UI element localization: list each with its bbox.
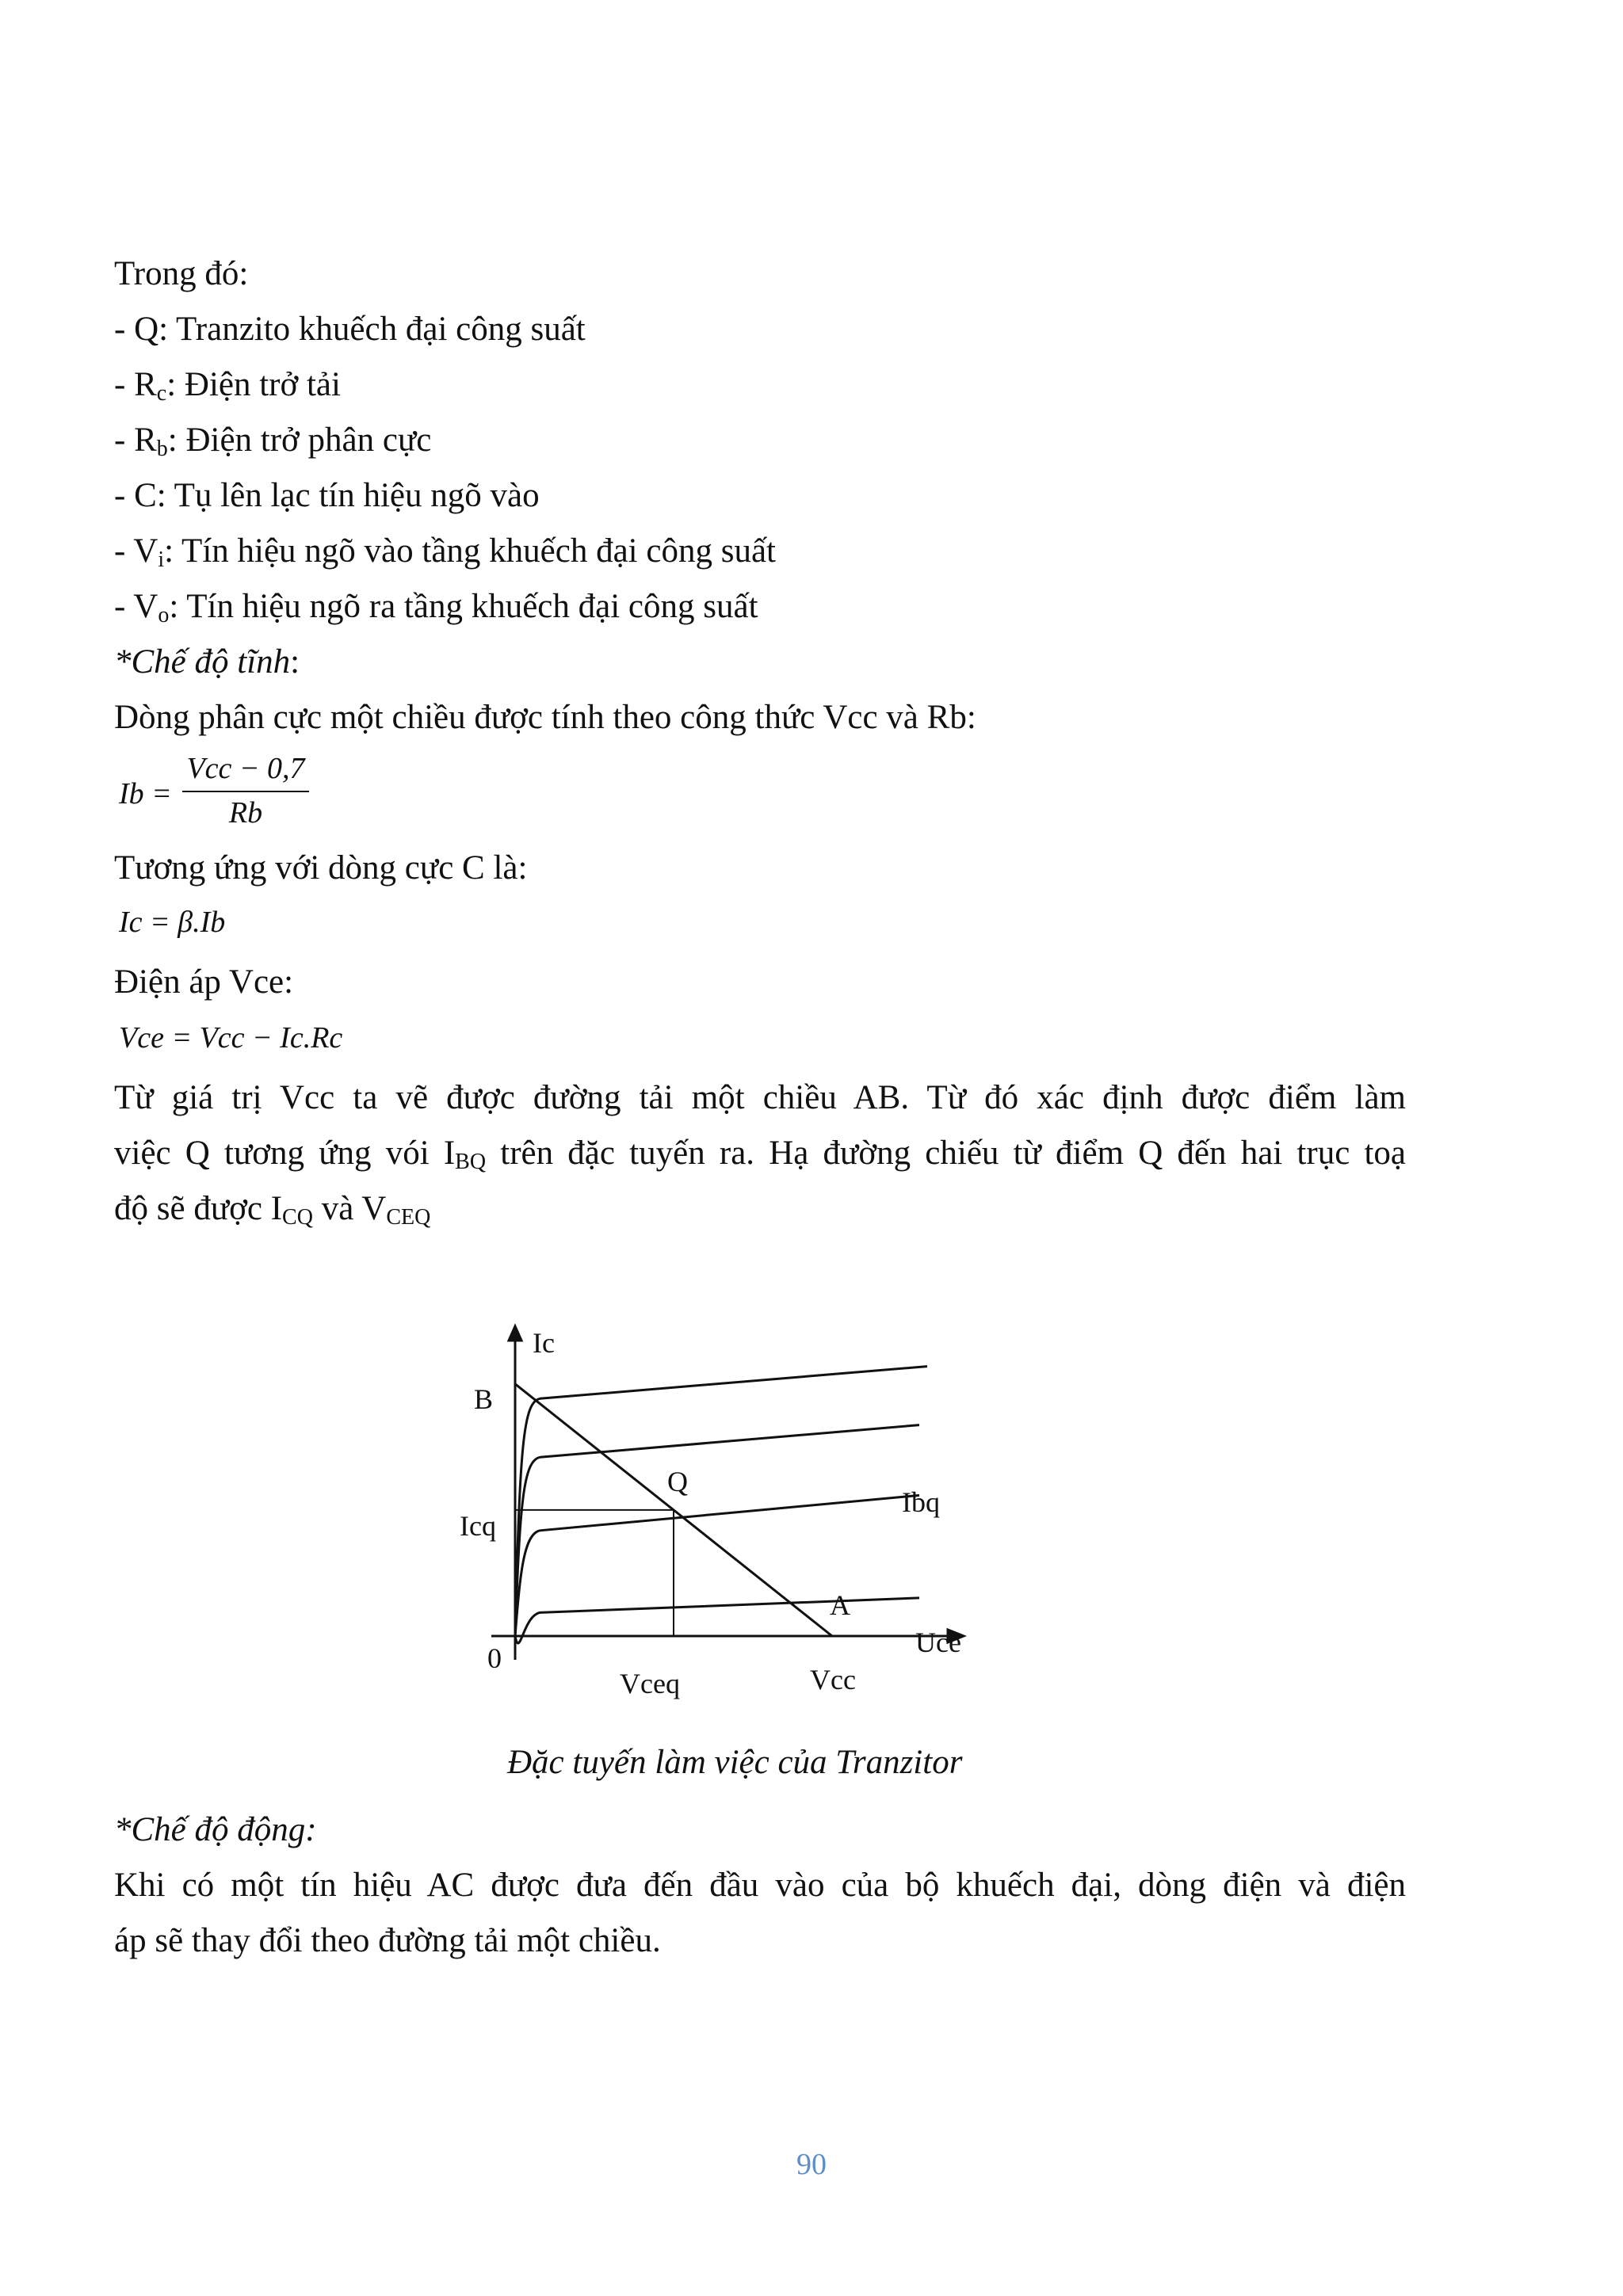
intro-text: Trong đó: (114, 255, 249, 292)
paragraph-line: độ sẽ được $I_{CQ}$ và $V_{CEQ}$ (114, 1190, 431, 1230)
formula-ib-denominator: Rb (228, 796, 263, 830)
icq-label: Icq (460, 1510, 496, 1542)
list-item: - $R_c$: Điện trở tải (114, 366, 341, 406)
ibq-label: Ibq (902, 1486, 940, 1518)
figure-caption: Đặc tuyến làm việc của Tranzitor (507, 1744, 963, 1781)
list-item: - C: Tụ lên lạc tín hiệu ngõ vào (114, 477, 540, 514)
origin-label: 0 (487, 1642, 502, 1674)
q-point-label: Q (667, 1466, 688, 1497)
paragraph-line: việc Q tương ứng vói $I_{BQ}$ trên đặc tuyến ra. Hạ đường chiếu từ điểm Q đến hai trục toạ (114, 1135, 1406, 1174)
point-b-label: B (474, 1383, 494, 1415)
characteristic-curve (515, 1495, 919, 1636)
vceq-label: Vceq (620, 1668, 680, 1699)
formula-ib-numerator: Vcc − 0,7 (186, 752, 305, 785)
page-number: 90 (796, 2148, 827, 2181)
y-axis-arrow (509, 1326, 521, 1341)
list-item: - Q: Tranzito khuếch đại công suất (114, 311, 586, 348)
paragraph-line: Khi có một tín hiệu AC được đưa đến đầu vào của bộ khuếch đại, dòng điện và điện (114, 1867, 1406, 1904)
paragraph-line: Từ giá trị Vcc ta vẽ được đường tải một chiều AB. Từ đó xác định được điểm làm (114, 1079, 1406, 1116)
formula-vce: Vce = Vcc − Ic.Rc (119, 1021, 343, 1055)
formula-ib-lhs: Ib = (119, 777, 172, 810)
static-mode-heading: *Chế độ tĩnh: (114, 643, 300, 681)
collector-current-text: Tương ứng với dòng cực C là: (114, 849, 528, 887)
vce-text: Điện áp Vce: (114, 963, 294, 1001)
characteristic-curve (515, 1425, 919, 1636)
bias-current-text: Dòng phân cực một chiều được tính theo công thức Vcc và Rb: (114, 699, 976, 736)
list-item: - $V_o$: Tín hiệu ngõ ra tầng khuếch đại công suất (114, 588, 758, 627)
formula-ic: Ic = β.Ib (119, 906, 226, 939)
paragraph-line: áp sẽ thay đổi theo đường tải một chiều. (114, 1922, 661, 1959)
list-item: - $R_b$: Điện trở phân cực (114, 421, 432, 461)
y-axis-label: Ic (533, 1327, 555, 1359)
x-axis-label: Uce (915, 1627, 961, 1658)
transistor-characteristic-chart (444, 1315, 999, 1711)
formula-ib (119, 751, 309, 838)
point-a-label: A (830, 1589, 850, 1621)
fraction-bar (182, 791, 309, 792)
vcc-label: Vcc (810, 1664, 856, 1695)
dynamic-mode-heading: *Chế độ động: (114, 1811, 317, 1848)
list-item: - $V_i$: Tín hiệu ngõ vào tầng khuếch đại công suất (114, 532, 776, 572)
